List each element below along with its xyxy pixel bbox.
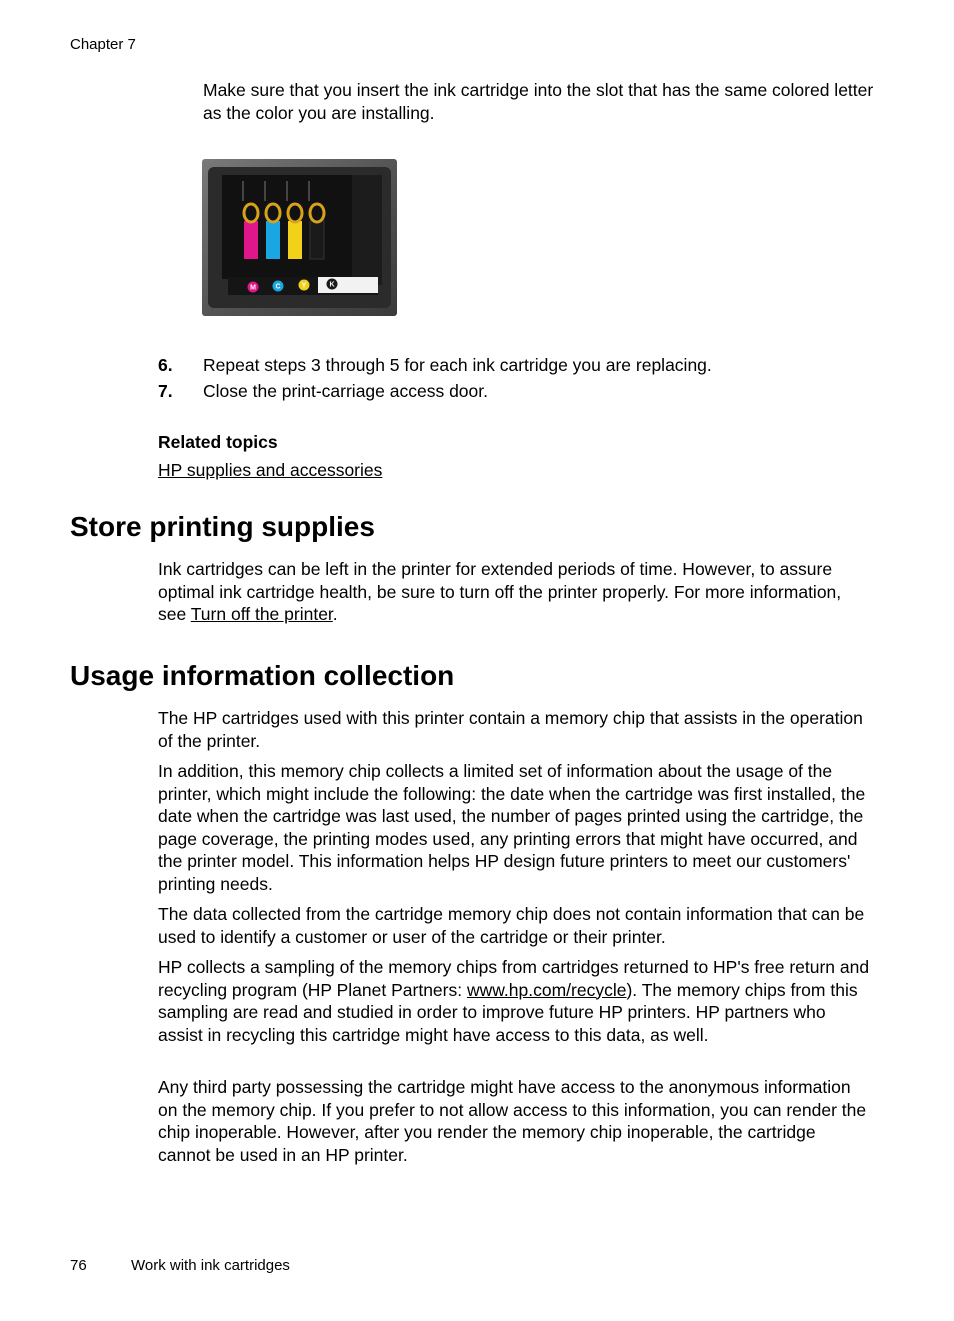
hp-recycle-link[interactable]: www.hp.com/recycle — [466, 979, 627, 1000]
usage-paragraph-5: Any third party possessing the cartridge might have access to the anonymous information on the memory chip. If you prefer to not allow access to this information, you can render the chip inoperable. However, after you render the memory chip inoperable, the cartridge cannot be used in an HP printer. — [158, 1077, 867, 1165]
label-k: K — [329, 281, 335, 289]
cartridge-carriage-image — [202, 159, 397, 316]
usage-paragraph-2: In addition, this memory chip collects a limited set of information about the usage of the printer, which might include the following: the date when the cartridge was first installed, the date when the cartridge was last used, the number of pages printed using the cartridge, the page coverage, the printing modes used, any printing errors that might have occurred, and the printer model. This information helps HP design future printers to meet our customers' printing needs. — [158, 761, 866, 894]
cyan-cartridge — [266, 221, 280, 259]
store-text: Ink cartridges can be left in the printer for extended periods of time. However, to assure optimal ink cartridge health, be sure to turn off the printer properly. For more information, see — [158, 559, 842, 624]
usage-paragraph-3: The data collected from the cartridge memory chip does not contain information that can be used to identify a customer or user of the cartridge or their printer. — [158, 904, 865, 947]
label-c: C — [275, 283, 281, 291]
usage-paragraph-4 — [158, 956, 870, 1046]
usage-p4-text-end: ). The memory chips from this sampling are read and studied in order to improve future HP printers. HP partners who assist in recycling this cartridge might have access to this data, as well. — [158, 979, 858, 1045]
step-number: 6. — [158, 355, 173, 375]
hp-supplies-link[interactable]: HP supplies and accessories — [158, 460, 383, 480]
cartridge-carriage-illustration — [202, 159, 397, 316]
intro-paragraph: Make sure that you insert the ink cartridge into the slot that has the same colored letter as the color you are installing. — [203, 80, 874, 123]
black-cartridge — [310, 221, 324, 259]
page-number: 76 — [70, 1257, 87, 1274]
step-number: 7. — [158, 381, 173, 401]
label-y: Y — [301, 282, 307, 290]
store-paragraph — [158, 558, 870, 626]
related-topics-title: Related topics — [158, 432, 278, 452]
section-heading-usage: Usage information collection — [70, 660, 455, 691]
usage-p4-text: HP collects a sampling of the memory chips from cartridges returned to HP's free return and recycling program (HP Planet Partners: — [158, 957, 870, 1000]
turn-off-printer-link[interactable]: Turn off the printer — [190, 604, 333, 624]
footer-section-title: Work with ink cartridges — [131, 1257, 290, 1274]
magenta-cartridge — [244, 221, 258, 259]
step-text: Repeat steps 3 through 5 for each ink cartridge you are replacing. — [203, 355, 712, 375]
chapter-header: Chapter 7 — [70, 36, 136, 53]
label-m: M — [250, 284, 256, 292]
step-text: Close the print-carriage access door. — [203, 381, 488, 401]
usage-paragraph-1: The HP cartridges used with this printer contain a memory chip that assists in the operation of the printer. — [158, 708, 863, 751]
store-text-end: . — [332, 604, 338, 624]
yellow-cartridge — [288, 221, 302, 259]
section-heading-store: Store printing supplies — [70, 511, 375, 542]
